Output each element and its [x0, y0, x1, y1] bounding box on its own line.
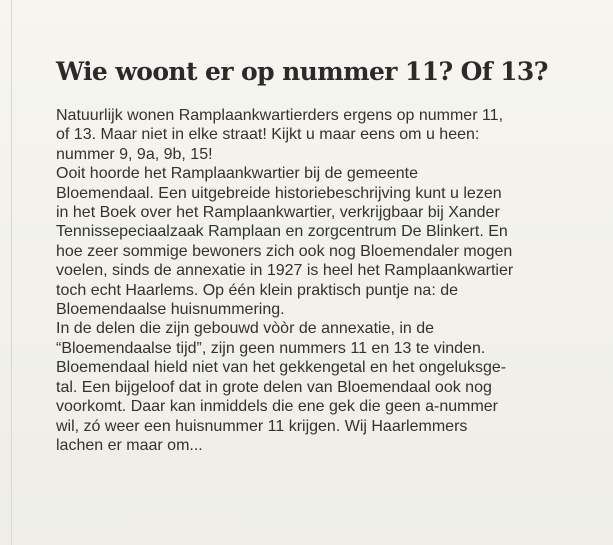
- body-line: Natuurlijk wonen Ramplaankwartierders ergens op nummer 11,: [56, 107, 504, 124]
- body-line: voelen, sinds de annexatie in 1927 is heel het Ramplaankwartier: [56, 262, 514, 280]
- article-title: Wie woont er op nummer 11? Of 13?: [56, 57, 548, 86]
- article-body: [56, 106, 596, 455]
- body-line: in het Boek over het Ramplaankwartier, verkrijgbaar bij Xander: [56, 204, 500, 222]
- body-line: “Bloemendaalse tijd”, zijn geen nummers 11 en 13 te vinden.: [56, 339, 486, 357]
- body-line: Bloemendaal hield niet van het gekkengetal en het ongeluksge-: [56, 359, 507, 377]
- body-line: lachen er maar om...: [56, 436, 203, 454]
- body-line: of 13. Maar niet in elke straat! Kijkt u maar eens om u heen:: [56, 126, 480, 144]
- body-line: toch echt Haarlems. Op één klein praktisch puntje na: de: [56, 281, 458, 299]
- body-line: In de delen die zijn gebouwd vòòr de annexatie, in de: [56, 320, 435, 338]
- body-line: Ooit hoorde het Ramplaankwartier bij de gemeente: [56, 165, 418, 183]
- body-line: voorkomt. Daar kan inmiddels die ene gek die geen a-nummer: [56, 398, 499, 416]
- body-line: hoe zeer sommige bewoners zich ook nog Bloemendaler mogen: [56, 242, 513, 260]
- body-line: tal. Een bijgeloof dat in grote delen van Bloemendaal ook nog: [56, 378, 492, 396]
- body-line: Bloemendaal. Een uitgebreide historiebeschrijving kunt u lezen: [56, 184, 502, 202]
- body-line: wil, zó weer een huisnummer 11 krijgen. Wij Haarlemmers: [56, 417, 468, 435]
- page-edge-rule: [11, 0, 12, 545]
- body-line: Bloemendaalse huisnummering.: [56, 301, 285, 319]
- article: [56, 52, 596, 455]
- body-line: Tennissepeciaalzaak Ramplaan en zorgcentrum De Blinkert. En: [56, 223, 508, 241]
- body-line: nummer 9, 9a, 9b, 15!: [56, 145, 213, 163]
